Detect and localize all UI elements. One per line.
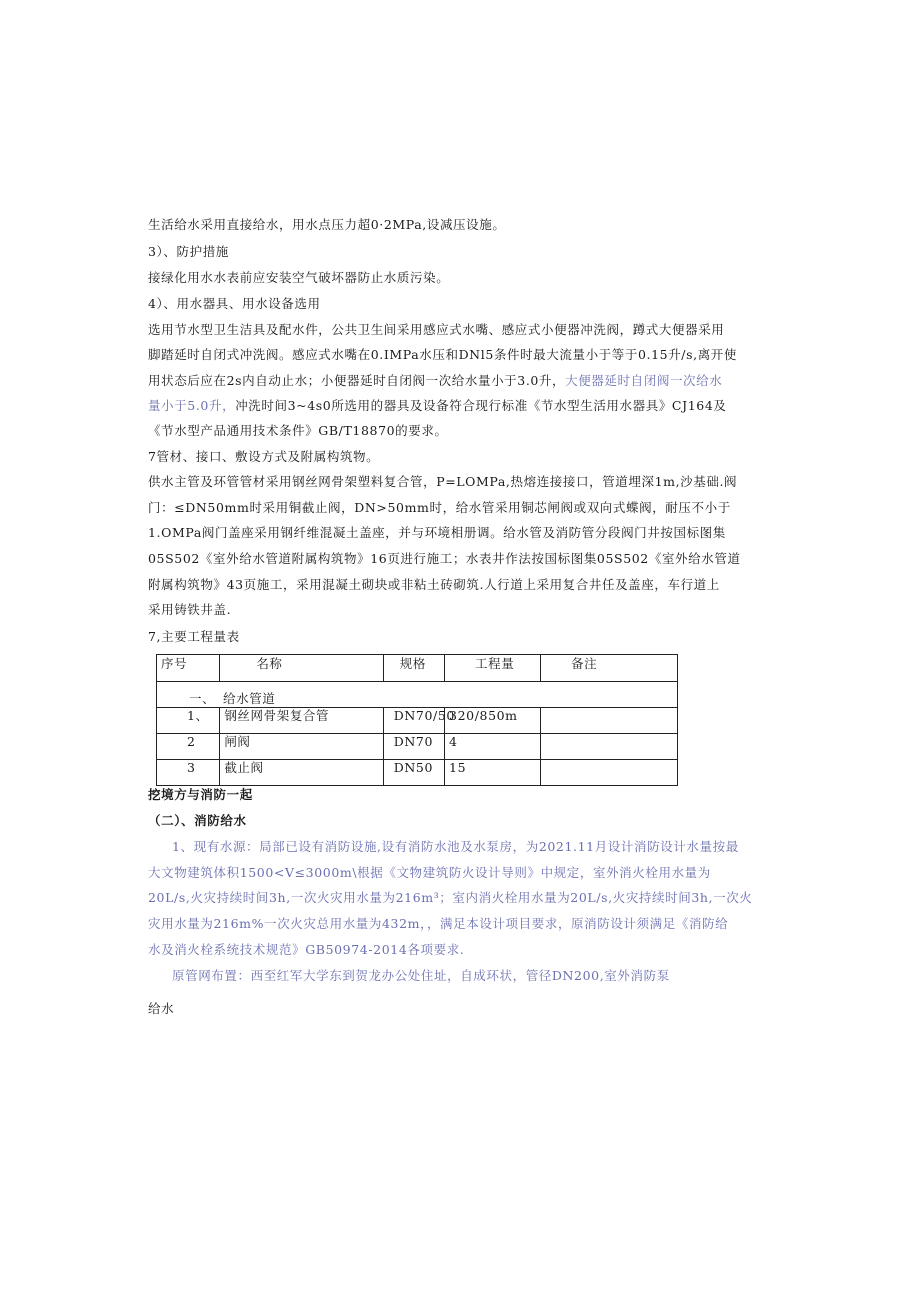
paragraph-fixtures-line xyxy=(148,397,726,415)
table-header-row xyxy=(157,655,678,682)
paragraph-pipes-line: 05S502《室外给水管道附属构筑物》16页进行施工；水表井作法按国标图集05S502《室外给水管道 xyxy=(148,551,741,566)
highlighted-text: 大便器延时自闭阀一次给水 xyxy=(565,373,723,388)
row-note xyxy=(541,760,678,786)
row-number: 1、 xyxy=(157,708,220,734)
heading-pipes: 7管材、接口、敷设方式及附属构筑物。 xyxy=(148,449,380,464)
table-row xyxy=(157,708,678,734)
paragraph-fixtures-line: 脚踏延时自闭式冲洗阀。感应式水嘴在0.IMPa水压和DNl5条件时最大流量小于等于0.15升/s,离开使 xyxy=(148,347,738,362)
table-title: 7,主要工程量表 xyxy=(148,629,240,644)
heading-fixtures: 4）、用水器具、用水设备选用 xyxy=(148,296,321,311)
row-spec: DN50 xyxy=(383,760,444,786)
row-note xyxy=(541,708,678,734)
footer-text: 给水 xyxy=(148,1001,175,1016)
paragraph-pipes-line: 采用铸铁井盖. xyxy=(148,602,232,617)
fire-paragraph-line: 大文物建筑体积1500<V≤3000m\根据《文物建筑防火设计导则》中规定，室外消火栓用水量为 xyxy=(148,865,711,880)
paragraph-pipes-line: 门：≤DN50mm时采用铜截止阀，DN>50mm时，给水管采用铜芯闸阀或双向式蝶阀，耐压不小于 xyxy=(148,500,731,515)
paragraph-fixtures-line: 《节水型产品通用技术条件》GB/T18870的要求。 xyxy=(148,423,448,438)
paragraph-fixtures-line xyxy=(148,372,722,390)
row-name: 闸阀 xyxy=(220,734,383,760)
paragraph-protection: 接绿化用水水表前应安装空气破坏器防止水质污染。 xyxy=(148,270,450,285)
pipe-network-paragraph: 原管网布置：西至红军大学东到贺龙办公处住址，自成环状，管径DN200,室外消防泵 xyxy=(172,968,670,983)
highlighted-text: 量小于5.0升， xyxy=(148,398,236,413)
row-spec: DN70/50 xyxy=(383,708,444,734)
table-section-row xyxy=(157,682,678,708)
row-qty: 4 xyxy=(445,734,541,760)
table-row xyxy=(157,760,678,786)
section-name: 给水管道 xyxy=(223,691,276,706)
quantity-table xyxy=(156,654,678,786)
heading-fire-water: （二）、消防给水 xyxy=(148,813,247,828)
section-cell xyxy=(157,682,678,708)
row-number: 3 xyxy=(157,760,220,786)
fixtures-text: 冲洗时间3~4s0所选用的器具及设备符合现行标准《节水型生活用水器具》CJ164及 xyxy=(235,398,727,413)
row-name: 截止阀 xyxy=(220,760,383,786)
paragraph-pipes-line: 附属构筑物》43页施工，采用混凝土砌块或非粘土砖砌筑.人行道上采用复合井任及盖座，车行道上 xyxy=(148,577,720,592)
paragraph-water-supply: 生活给水采用直接给水，用水点压力超0·2MPa,设减压设施。 xyxy=(148,217,506,232)
header-cell: 备注 xyxy=(541,655,678,682)
header-cell: 规格 xyxy=(383,655,444,682)
paragraph-pipes-line: 1.OMPa阀门盖座采用钢纤维混凝土盖座，并与环境相册调。给水管及消防管分段阀门井按国标图集 xyxy=(148,525,726,540)
row-name: 钢丝网骨架复合管 xyxy=(220,708,383,734)
row-qty: 15 xyxy=(445,760,541,786)
row-spec: DN70 xyxy=(383,734,444,760)
header-cell: 序号 xyxy=(157,655,220,682)
paragraph-pipes-line: 供水主管及环管管材采用钢丝网骨架塑料复合管，P=LOMPa,热熔连接接口，管道埋深1m,沙基础.阀 xyxy=(148,474,738,489)
row-qty: 320/850m xyxy=(445,708,541,734)
fire-paragraph-line: 20L/s,火灾持续时间3h,一次火灾用水量为216m³；室内消火栓用水量为20L/s,火灾持续时间3h,一次火 xyxy=(148,890,753,905)
fire-paragraph-line: 水及消火栓系统技术规范》GB50974-2014各项要求. xyxy=(148,942,465,957)
fire-paragraph-line: 1、现有水源：局部已设有消防设施,设有消防水池及水泵房，为2021.11月设计消防设计水量按最 xyxy=(172,839,739,854)
fixtures-text: 用状态后应在2s内自动止水；小便器延时自闭阀一次给水量小于3.0升， xyxy=(148,373,566,388)
row-note xyxy=(541,734,678,760)
header-cell: 名称 xyxy=(220,655,383,682)
heading-protection: 3）、防护措施 xyxy=(148,244,229,259)
table-row xyxy=(157,734,678,760)
paragraph-fixtures-line: 选用节水型卫生洁具及配水件，公共卫生间采用感应式水嘴、感应式小便器冲洗阀，蹲式大便器采用 xyxy=(148,322,725,337)
fire-paragraph-line: 灾用水量为216m%一次火灾总用水量为432m，，满足本设计项目要求，原消防设计须满足《消防给 xyxy=(148,916,729,931)
excavation-note: 挖境方与消防一起 xyxy=(148,787,253,802)
row-number: 2 xyxy=(157,734,220,760)
section-number: 一、 xyxy=(189,691,216,706)
header-cell: 工程量 xyxy=(445,655,541,682)
